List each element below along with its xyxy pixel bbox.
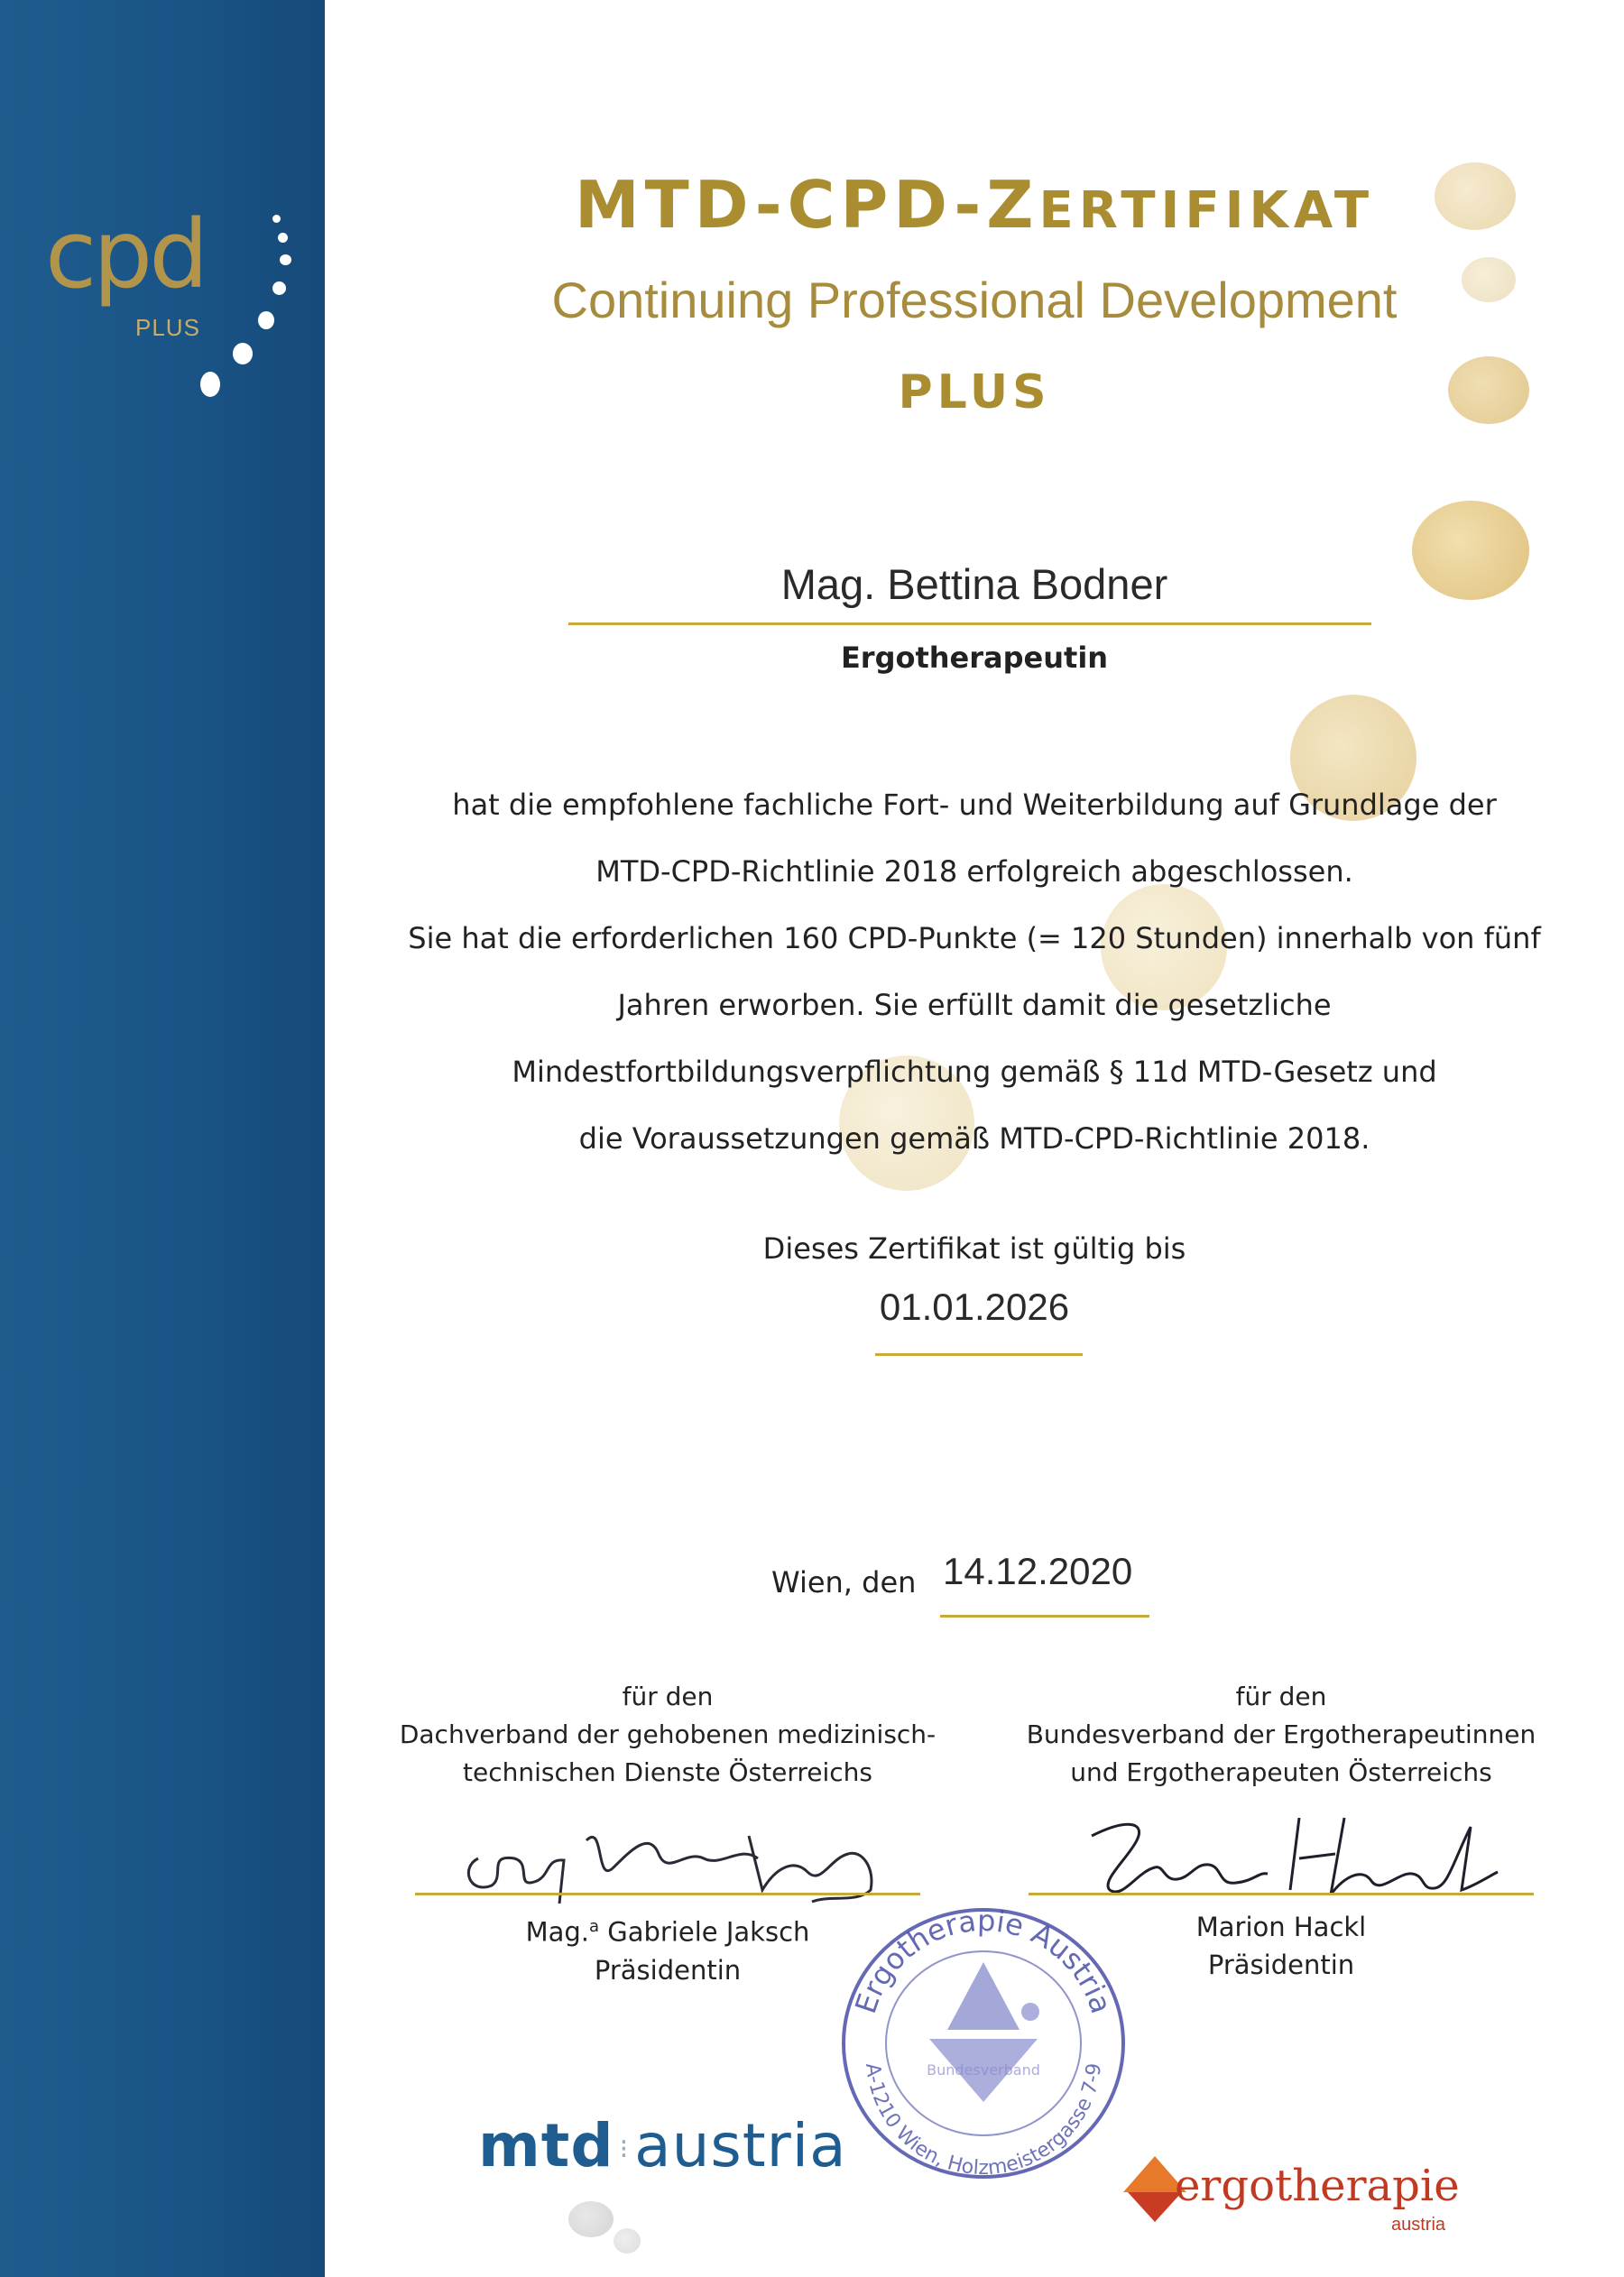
validity-date: 01.01.2026 <box>879 1286 1070 1328</box>
ergo-logo-text: ergotherapie <box>1175 2161 1460 2211</box>
body-line: Sie hat die erforderlichen 160 CPD-Punkte (= 120 Stunden) innerhalb von fünf <box>408 921 1541 955</box>
validity-label: Dieses Zertifikat ist gültig bis <box>762 1231 1186 1266</box>
cpd-logo-text: cpd <box>45 199 206 309</box>
name-underline <box>568 622 1371 625</box>
logo-dot-icon <box>200 372 220 397</box>
logo-dot-icon <box>272 281 286 295</box>
sig-org-line: Dachverband der gehobenen medizinisch- <box>399 1719 937 1749</box>
logo-dot-icon <box>280 254 291 265</box>
certificate-body <box>325 771 1624 1172</box>
cpd-logo-sub: PLUS <box>135 314 200 341</box>
body-line: Mindestfortbildungsverpflichtung gemäß § 11d MTD-Gesetz und <box>512 1055 1437 1089</box>
issue-date: 14.12.2020 <box>943 1550 1133 1592</box>
mtd-austria-logo: mtd ⁝austria <box>478 2111 847 2180</box>
body-line: MTD-CPD-Richtlinie 2018 erfolgreich abgeschlossen. <box>595 854 1353 889</box>
sig-org-line: Bundesverband der Ergotherapeutinnen <box>1026 1719 1536 1749</box>
validity-underline <box>875 1353 1083 1356</box>
svg-text:A-1210 Wien, Holzmeistergasse: A-1210 Wien, Holzmeistergasse 7-9 <box>861 2061 1106 2180</box>
signer-role: Präsidentin <box>1207 1950 1355 1980</box>
mtd-logo-text: mtd <box>478 2111 614 2180</box>
recipient-name: Mag. Bettina Bodner <box>780 560 1168 608</box>
sig-org-line: und Ergotherapeuten Österreichs <box>1070 1757 1492 1787</box>
certificate-plus: PLUS <box>898 365 1051 419</box>
logo-dot-icon <box>272 215 281 223</box>
decorative-disc <box>614 2228 641 2254</box>
signature-right <box>1074 1800 1507 1908</box>
certificate-title: MTD-CPD-ZERTIFIKAT <box>574 167 1375 243</box>
ergo-logo-sub: austria <box>1391 2215 1446 2235</box>
signer-name: Marion Hackl <box>1195 1912 1367 1942</box>
ergotherapie-austria-logo <box>1119 2152 1480 2251</box>
sidebar-band <box>0 0 325 2277</box>
logo-dot-icon <box>258 311 274 329</box>
recipient-profession: Ergotherapeutin <box>840 641 1109 675</box>
body-line: die Voraussetzungen gemäß MTD-CPD-Richtlinie 2018. <box>578 1121 1370 1156</box>
place-label: Wien, den <box>771 1565 917 1599</box>
austria-logo-text: austria <box>634 2111 847 2180</box>
logo-dot-icon <box>233 343 253 364</box>
issue-date-underline <box>940 1615 1149 1618</box>
signature-block-left <box>379 1678 956 1792</box>
signature-block-right <box>992 1678 1570 1792</box>
body-line: Jahren erworben. Sie erfüllt damit die gesetzliche <box>617 988 1332 1022</box>
sig-for: für den <box>1235 1682 1327 1711</box>
signature-left <box>451 1804 884 1913</box>
svg-text:Bundesverband: Bundesverband <box>927 2061 1040 2079</box>
logo-dot-icon <box>278 233 288 243</box>
sig-for: für den <box>622 1682 714 1711</box>
body-line: hat die empfohlene fachliche Fort- und Weiterbildung auf Grundlage der <box>452 788 1497 822</box>
svg-text:Ergotherapie Austria: Ergotherapie Austria <box>848 1903 1119 2018</box>
signer-name: Mag.$^a$ Gabriele Jaksch <box>525 1916 810 1948</box>
sig-org-line: technischen Dienste Österreichs <box>463 1757 872 1787</box>
signer-role: Präsidentin <box>594 1954 742 1986</box>
certificate-subtitle: Continuing Professional Development <box>551 272 1398 328</box>
cpd-plus-logo <box>45 199 289 415</box>
